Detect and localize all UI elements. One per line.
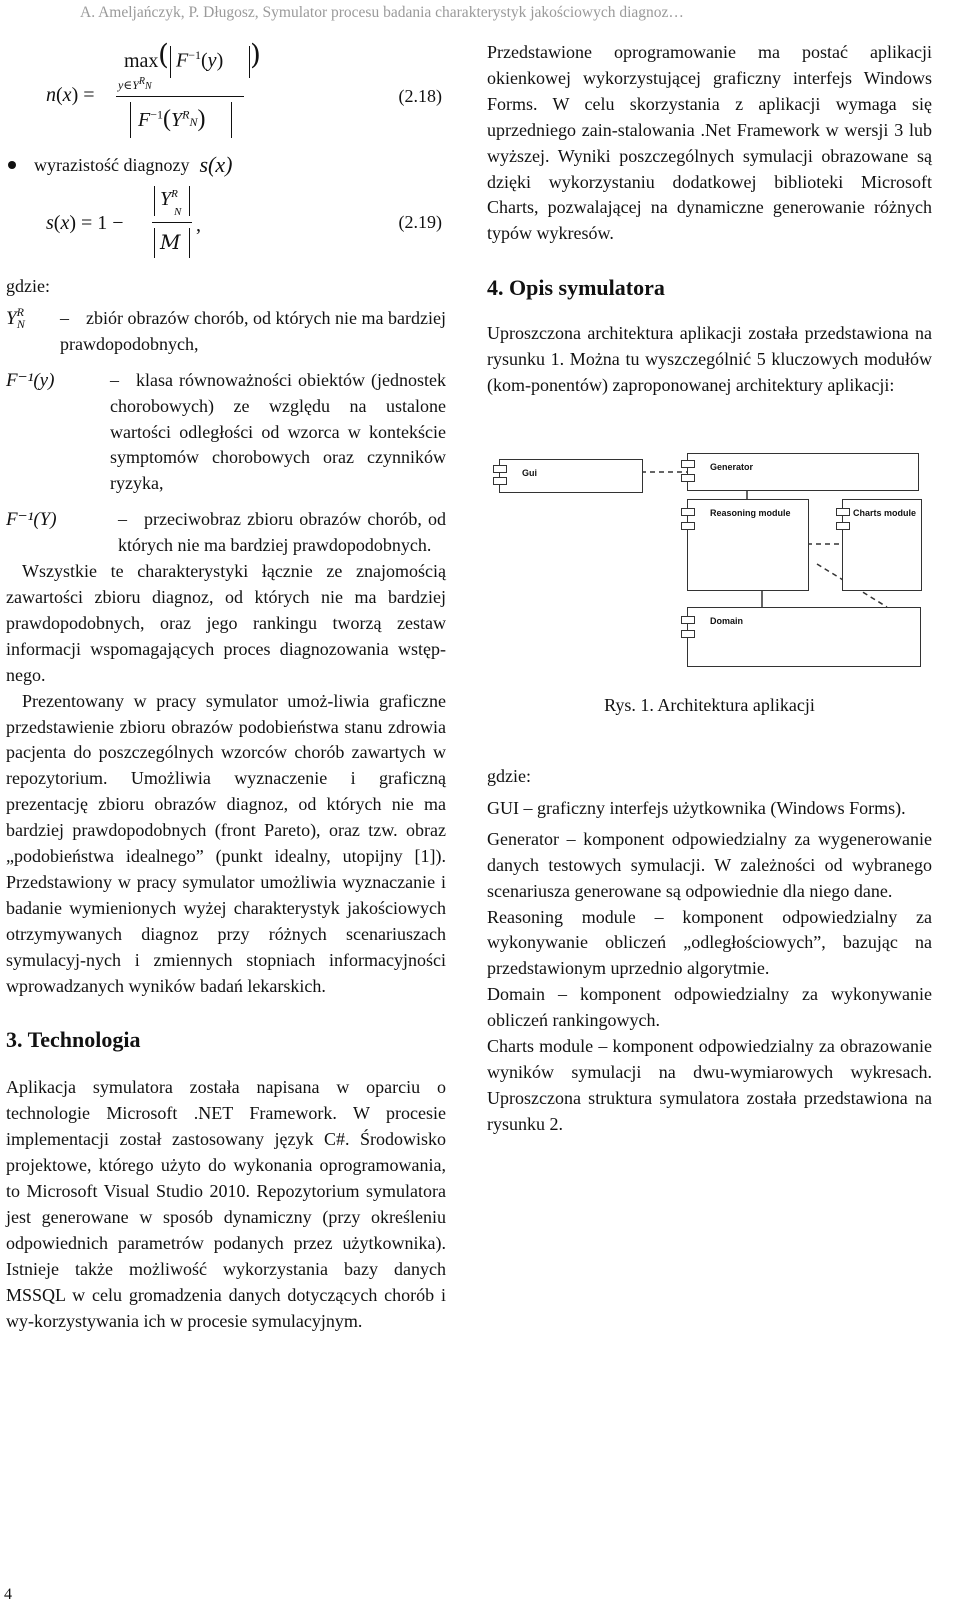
component-tab-icon xyxy=(681,522,695,530)
max-operator: max xyxy=(124,50,159,72)
component-tab-icon xyxy=(681,630,695,638)
component-tab-icon xyxy=(493,465,507,473)
right-column xyxy=(487,40,932,1138)
generator-component xyxy=(687,453,919,491)
domain-label: Domain xyxy=(710,615,744,626)
page-number: 4 xyxy=(4,1586,12,1603)
component-tab-icon xyxy=(836,522,850,530)
bullet-symbol: s(x) xyxy=(199,152,233,177)
paragraph-technology: Aplikacja symulatora została napisana w oparciu o technologie Microsoft .NET Framework. W procesie implementacji został zastosowany język C#. Środowisko projektowe, którego użyto do wykonania oprogramowania, to Microsoft Visual Studio 2010. Repozytorium symulatora jest generowane w sposób dynamiczny (przy określeniu odpowiednich parametrów podanych przez użytkownika). Istnieje także możliwość wykorzystania bazy danych MSSQL w celu gromadzenia danych dotyczących chorób i wy-korzystywania ich w procesie symulacyjnym. xyxy=(6,1077,446,1331)
domain-component xyxy=(687,607,921,667)
figure-caption: Rys. 1. Architektura aplikacji xyxy=(604,694,815,715)
list-item-generator: Generator – komponent odpowiedzialny za wygenerowanie danych testowych symulacji. W zależności od wybranego scenariusza generowane są odpowiednie dla niego dane. xyxy=(487,828,932,901)
reasoning-label: Reasoning module xyxy=(710,507,791,518)
paragraph-software: Przedstawione oprogramowanie ma postać aplikacji okienkowej wykorzystującej graficzny interfejs Windows Forms. W celu skorzystania z aplikacji wymaga się uprzedniego zain-stalowania .Net Framework w wersji 3 lub wyższej. Wyniki poszczególnych symulacji obrazowane są dzięki wykorzystaniu dodatkowej biblioteki Microsoft Charts, pozwalającej na dynamiczne generowanie różnych typów wykresów. xyxy=(487,42,932,244)
gdzie-label: gdzie: xyxy=(6,276,50,296)
set-m-symbol: M xyxy=(160,230,181,254)
component-tab-icon xyxy=(493,477,507,485)
reasoning-module-component xyxy=(687,499,809,591)
list-item-gui: GUI – graficzny interfejs użytkownika (Windows Forms). xyxy=(487,797,906,818)
bullet-icon xyxy=(8,161,16,169)
component-tab-icon xyxy=(681,508,695,516)
gui-label: Gui xyxy=(522,467,537,478)
list-item-charts: Charts module – komponent odpowiedzialny za obrazowanie wyników symulacji na dwu-wymiarowych wykresach. Uproszczona struktura symulatora została przedstawiona na rysunku 2. xyxy=(487,1036,932,1134)
term-row-1: $Y^R_N$ – zbiór obrazów chorób, od których nie ma bardziej prawdopodobnych, xyxy=(6,304,446,354)
left-column xyxy=(6,40,446,1335)
charts-module-component xyxy=(842,499,922,591)
term-row-3: F⁻¹(Y) – przeciwobraz zbioru obrazów chorób, od których nie ma bardziej prawdopodobnych. xyxy=(6,509,446,556)
term-symbol-2: F⁻¹(y) xyxy=(6,369,55,391)
component-tab-icon xyxy=(681,460,695,468)
term-symbol-3: F⁻¹(Y) xyxy=(6,509,57,531)
component-tab-icon xyxy=(681,474,695,482)
equation-number-2-18: (2.18) xyxy=(398,86,442,106)
bullet-item xyxy=(6,152,446,178)
term-desc-1: zbiór obrazów chorób, od których nie ma bardziej prawdopodobnych, xyxy=(60,307,446,354)
equation-number-2-19: (2.19) xyxy=(398,212,442,232)
paragraph-architecture: Uproszczona architektura aplikacji została przedstawiona na rysunku 1. Można tu wyszczególnić 5 kluczowych modułów (kom-ponentów) zaproponowanej architektury aplikacji: xyxy=(487,323,932,396)
component-tab-icon xyxy=(836,508,850,516)
list-item-reasoning: Reasoning module – komponent odpowiedzialny za wykonywanie obliczeń „odległościowych”, bazując na przedstawionym uprzednio algorytmie. xyxy=(487,906,932,979)
section-4-title: 4. Opis symulatora xyxy=(487,275,665,301)
formula-comma: , xyxy=(196,214,201,236)
list-item-domain: Domain – komponent odpowiedzialny za wykonywanie obliczeń rankingowych. xyxy=(487,984,932,1031)
architecture-diagram xyxy=(487,439,932,684)
section-3-title: 3. Technologia xyxy=(6,1027,141,1053)
paragraph-simulator: Prezentowany w pracy symulator umoż-liwia graficzne przedstawienie zbioru obrazów podobieństwa stanu zdrowia pacjenta do poszczególnych wzorców chorób zawartych w repozytorium. Umożliwia wyznaczenie i graficzną prezentację zbioru obrazów diagnoz, od których nie ma bardziej prawdopodobnych (front Pareto), oraz tzw. obraz „podobieństwa idealnego” (punkt idealny, utopijny [1]). Przedstawiony w pracy symulator umożliwia wyznaczanie i badanie wymienionych wyżej charakterystyk jakościowych otrzymywanych diagnoz przy różnych scenariuszach symulacyj-nych i zmiennych stopniach informacyjności wprowadzanych wyników badań lekarskich. xyxy=(6,690,446,996)
formula-2-19: s(x) = 1 − $Y^R$ N M , (2.19) xyxy=(6,184,446,274)
term-row-2: F⁻¹(y) – klasa równoważności obiektów (jednostek chorobowych) ze względu na ustalone wartości odległości od wzorca w kontekście symptomów chorobowych oraz czynników ryzyka, xyxy=(6,369,446,494)
gdzie-label-right: gdzie: xyxy=(487,765,531,786)
generator-label: Generator xyxy=(710,461,754,472)
paragraph-characteristics: Wszystkie te charakterystyki łącznie ze znajomością zawartości zbioru diagnoz, od których nie ma bardziej prawdopodobnych, oraz jego rankingu tworzą zestaw informacji wspomagających proces diagnozowania wstęp-nego. xyxy=(6,561,446,685)
running-header: A. Ameljańczyk, P. Długosz, Symulator procesu badania charakterystyk jakościowych diagnoz… xyxy=(80,4,684,21)
component-tab-icon xyxy=(681,616,695,624)
bullet-text: wyrazistość diagnozy xyxy=(34,155,190,175)
gui-component xyxy=(499,459,643,493)
term-desc-2: klasa równoważności obiektów (jednostek chorobowych) ze względu na ustalone wartości odległości od wzorca w kontekście symptomów chorobowych oraz czynników ryzyka, xyxy=(110,369,446,494)
term-desc-3: przeciwobraz zbioru obrazów chorób, od których nie ma bardziej prawdopodobnych. xyxy=(118,509,446,556)
formula-2-18: n(x) = max ( $F^{-1}(y)$ ) $y\in Y^RN$ $F^{-1}(Y^RN)$ (2.18) xyxy=(6,40,446,148)
charts-label: Charts module xyxy=(853,507,917,518)
